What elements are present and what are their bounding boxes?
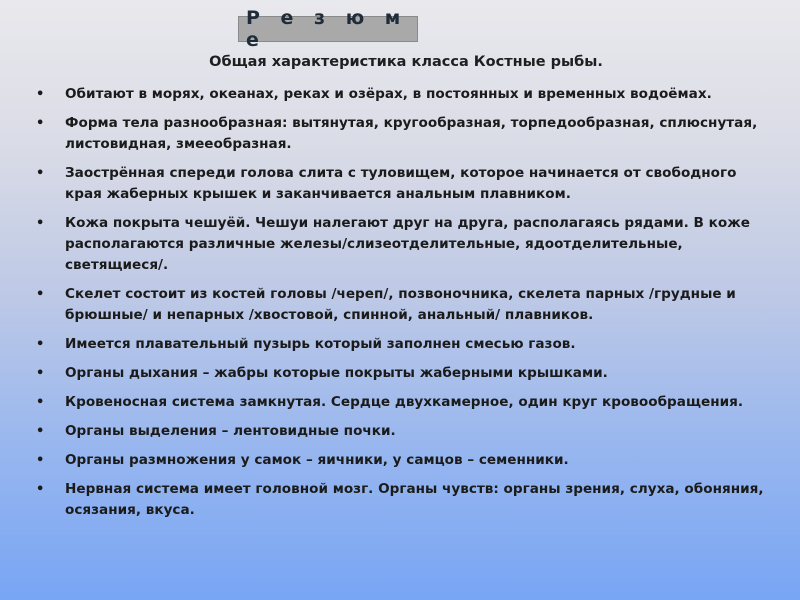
list-item-text: Органы размножения у самок – яичники, у самцов – семенники. — [65, 452, 569, 468]
bullet-icon: • — [36, 87, 45, 102]
list-item — [30, 84, 775, 105]
list-item-text: Скелет состоит из костей головы /череп/, позвоночника, скелета парных /грудные и брюшные/ и непарных /хвостовой, спинной, анальный/ плавников. — [65, 286, 736, 323]
list-item-text: Обитают в морях, океанах, реках и озёрах, в постоянных и временных водоёмах. — [65, 86, 712, 102]
list-item — [30, 450, 775, 471]
bullet-icon: • — [36, 116, 45, 131]
bullet-icon: • — [36, 166, 45, 181]
title-box — [238, 7, 418, 51]
list-item — [30, 163, 775, 205]
bullet-icon: • — [36, 482, 45, 497]
list-item — [30, 392, 775, 413]
bullet-icon: • — [36, 453, 45, 468]
bullet-icon: • — [36, 337, 45, 352]
bullet-icon: • — [36, 366, 45, 381]
bullet-icon: • — [36, 287, 45, 302]
list-item — [30, 284, 775, 326]
list-item-text: Кровеносная система замкнутая. Сердце двухкамерное, один круг кровообращения. — [65, 394, 744, 410]
list-item — [30, 421, 775, 442]
list-item — [30, 363, 775, 384]
list-item — [30, 213, 775, 276]
list-item-text: Кожа покрыта чешуёй. Чешуи налегают друг на друга, располагаясь рядами. В коже располагаются различные железы/слизеотделительные, ядоотделительные, светящиеся/. — [65, 215, 750, 273]
list-item — [30, 479, 775, 521]
list-item-text: Нервная система имеет головной мозг. Органы чувств: органы зрения, слуха, обоняния, осязания, вкуса. — [65, 481, 764, 518]
bullet-icon: • — [36, 216, 45, 231]
list-item — [30, 113, 775, 155]
bullet-list — [30, 84, 775, 521]
bullet-icon: • — [36, 395, 45, 410]
list-item-text: Органы дыхания – жабры которые покрыты жаберными крышками. — [65, 365, 608, 381]
list-item-text: Органы выделения – лентовидные почки. — [65, 423, 396, 439]
list-item-text: Форма тела разнообразная: вытянутая, кругообразная, торпедообразная, сплюснутая, листовидная, змееобразная. — [65, 115, 758, 152]
list-item — [30, 334, 775, 355]
content-area — [30, 84, 775, 529]
slide-subtitle: Общая характеристика класса Костные рыбы. — [209, 54, 603, 70]
slide-title: Р е з ю м е — [246, 7, 408, 51]
list-item-text: Заострённая спереди голова слита с туловищем, которое начинается от свободного края жаберных крышек и заканчивается анальным плавником. — [65, 165, 737, 202]
list-item-text: Имеется плавательный пузырь который заполнен смесью газов. — [65, 336, 576, 352]
bullet-icon: • — [36, 424, 45, 439]
